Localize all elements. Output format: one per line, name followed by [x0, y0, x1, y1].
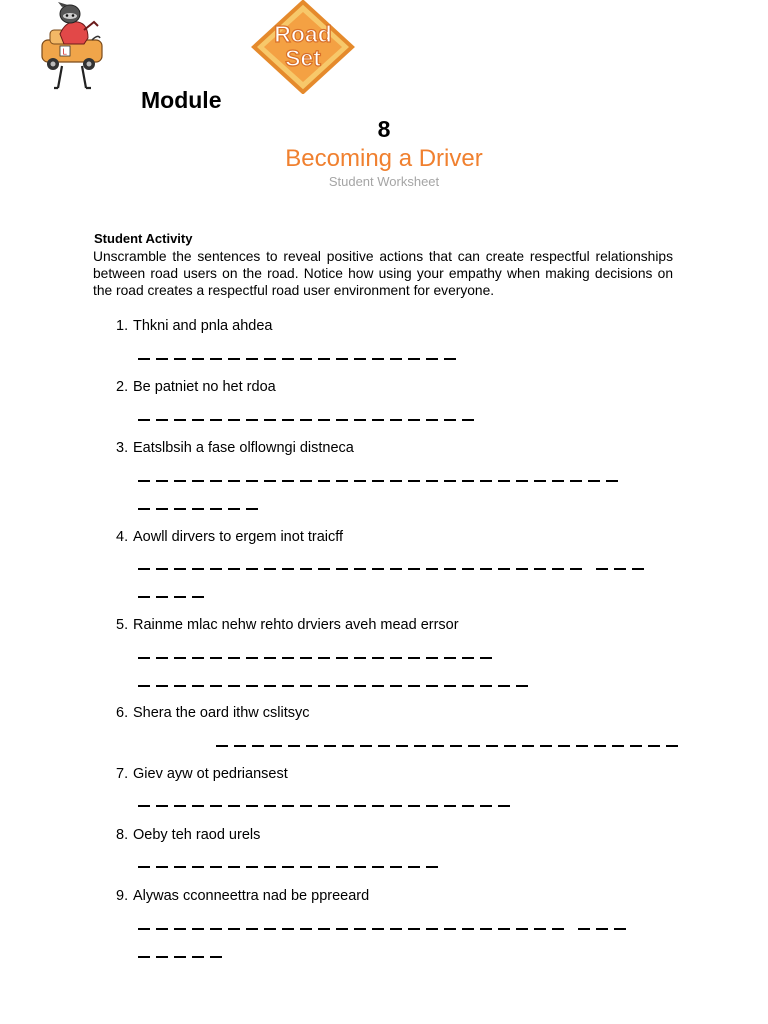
letter-blank: [318, 928, 330, 930]
letter-blank: [462, 657, 474, 659]
letter-blank: [596, 928, 608, 930]
letter-blank: [498, 685, 510, 687]
letter-blank: [264, 805, 276, 807]
letter-blank: [614, 568, 626, 570]
letter-blank: [426, 480, 438, 482]
letter-blank: [282, 805, 294, 807]
letter-blank: [138, 480, 150, 482]
letter-blank: [408, 685, 420, 687]
question-item: [116, 827, 260, 843]
letter-blank: [426, 568, 438, 570]
letter-blank: [336, 685, 348, 687]
letter-blank: [282, 928, 294, 930]
letter-blank: [516, 685, 528, 687]
letter-blank: [246, 928, 258, 930]
letter-blank: [480, 657, 492, 659]
letter-blank: [372, 419, 384, 421]
scrambled-sentence: Rainme mlac nehw rehto drviers aveh mead errsor: [133, 617, 459, 633]
letter-blank: [210, 805, 222, 807]
letter-blank: [210, 928, 222, 930]
letter-blank: [210, 685, 222, 687]
letter-blank: [336, 928, 348, 930]
letter-blank: [372, 358, 384, 360]
question-item: [116, 318, 272, 334]
letter-blank: [552, 480, 564, 482]
letter-blank: [174, 508, 186, 510]
letter-blank: [614, 928, 626, 930]
letter-blank: [408, 866, 420, 868]
letter-blank: [228, 568, 240, 570]
letter-blank: [372, 568, 384, 570]
scrambled-sentence: Alywas cconneettra nad be ppreeard: [133, 888, 370, 904]
letter-blank: [540, 745, 552, 747]
letter-blank: [480, 480, 492, 482]
letter-blank: [596, 568, 608, 570]
letter-blank: [396, 745, 408, 747]
question-number: 9.: [116, 888, 129, 904]
letter-blank: [156, 657, 168, 659]
letter-blank: [318, 805, 330, 807]
letter-blank: [372, 480, 384, 482]
letter-blank: [138, 568, 150, 570]
letter-blank: [318, 657, 330, 659]
letter-blank: [468, 745, 480, 747]
letter-blank: [138, 657, 150, 659]
letter-blank: [210, 657, 222, 659]
letter-blank: [300, 685, 312, 687]
letter-blank: [372, 928, 384, 930]
question-item: [116, 705, 310, 721]
letter-blank: [336, 657, 348, 659]
letter-blank: [534, 928, 546, 930]
svg-text:Set: Set: [285, 45, 321, 71]
letter-blank: [192, 866, 204, 868]
letter-blank: [282, 866, 294, 868]
module-label: Module: [141, 87, 222, 113]
letter-blank: [246, 568, 258, 570]
letter-blank: [300, 805, 312, 807]
letter-blank: [408, 419, 420, 421]
question-number: 7.: [116, 766, 129, 782]
letter-blank: [264, 568, 276, 570]
letter-blank: [516, 928, 528, 930]
letter-blank: [282, 657, 294, 659]
question-number: 5.: [116, 617, 129, 633]
letter-blank: [228, 480, 240, 482]
letter-blank: [354, 568, 366, 570]
letter-blank: [390, 657, 402, 659]
letter-blank: [444, 568, 456, 570]
letter-blank: [462, 480, 474, 482]
letter-blank: [228, 928, 240, 930]
letter-blank: [390, 568, 402, 570]
letter-blank: [174, 685, 186, 687]
letter-blank: [318, 866, 330, 868]
letter-blank: [372, 866, 384, 868]
letter-blank: [246, 480, 258, 482]
scrambled-sentence: Be patniet no het rdoa: [133, 379, 276, 395]
letter-blank: [570, 568, 582, 570]
letter-blank: [408, 358, 420, 360]
letter-blank: [390, 480, 402, 482]
letter-blank: [156, 956, 168, 958]
letter-blank: [174, 805, 186, 807]
letter-blank: [210, 419, 222, 421]
letter-blank: [318, 685, 330, 687]
question-item: [116, 888, 369, 904]
letter-blank: [354, 866, 366, 868]
letter-blank: [246, 805, 258, 807]
letter-blank: [318, 480, 330, 482]
letter-blank: [264, 928, 276, 930]
letter-blank: [606, 480, 618, 482]
letter-blank: [426, 358, 438, 360]
letter-blank: [342, 745, 354, 747]
letter-blank: [216, 745, 228, 747]
letter-blank: [270, 745, 282, 747]
letter-blank: [534, 568, 546, 570]
letter-blank: [354, 805, 366, 807]
letter-blank: [318, 568, 330, 570]
letter-blank: [552, 928, 564, 930]
letter-blank: [336, 419, 348, 421]
letter-blank: [444, 805, 456, 807]
letter-blank: [156, 685, 168, 687]
letter-blank: [210, 956, 222, 958]
scrambled-sentence: Giev ayw ot pedriansest: [133, 766, 288, 782]
letter-blank: [228, 358, 240, 360]
letter-blank: [480, 805, 492, 807]
letter-blank: [480, 928, 492, 930]
letter-blank: [336, 568, 348, 570]
letter-blank: [138, 685, 150, 687]
letter-blank: [192, 805, 204, 807]
letter-blank: [300, 657, 312, 659]
question-item: [116, 440, 354, 456]
letter-blank: [246, 685, 258, 687]
letter-blank: [138, 596, 150, 598]
letter-blank: [354, 480, 366, 482]
letter-blank: [234, 745, 246, 747]
letter-blank: [336, 866, 348, 868]
letter-blank: [282, 419, 294, 421]
letter-blank: [228, 866, 240, 868]
letter-blank: [318, 419, 330, 421]
letter-blank: [228, 419, 240, 421]
letter-blank: [246, 419, 258, 421]
letter-blank: [462, 419, 474, 421]
letter-blank: [282, 568, 294, 570]
letter-blank: [282, 480, 294, 482]
letter-blank: [138, 358, 150, 360]
scrambled-sentence: Eatslbsih a fase olflowngi distneca: [133, 440, 354, 456]
letter-blank: [390, 685, 402, 687]
letter-blank: [462, 568, 474, 570]
letter-blank: [578, 928, 590, 930]
letter-blank: [336, 358, 348, 360]
letter-blank: [408, 805, 420, 807]
letter-blank: [252, 745, 264, 747]
letter-blank: [504, 745, 516, 747]
letter-blank: [576, 745, 588, 747]
letter-blank: [450, 745, 462, 747]
letter-blank: [156, 419, 168, 421]
letter-blank: [426, 419, 438, 421]
letter-blank: [138, 419, 150, 421]
question-number: 8.: [116, 827, 129, 843]
letter-blank: [444, 480, 456, 482]
letter-blank: [264, 480, 276, 482]
letter-blank: [480, 568, 492, 570]
question-number: 4.: [116, 529, 129, 545]
letter-blank: [632, 568, 644, 570]
letter-blank: [666, 745, 678, 747]
letter-blank: [210, 358, 222, 360]
question-item: [116, 617, 459, 633]
letter-blank: [174, 928, 186, 930]
letter-blank: [156, 928, 168, 930]
question-number: 6.: [116, 705, 129, 721]
letter-blank: [210, 508, 222, 510]
letter-blank: [288, 745, 300, 747]
letter-blank: [192, 596, 204, 598]
letter-blank: [336, 805, 348, 807]
letter-blank: [300, 568, 312, 570]
scrambled-sentence: Thkni and pnla ahdea: [133, 318, 273, 334]
letter-blank: [156, 596, 168, 598]
learner-driver-mascot-illustration: [38, 0, 110, 92]
letter-blank: [174, 568, 186, 570]
letter-blank: [192, 685, 204, 687]
letter-blank: [426, 685, 438, 687]
letter-blank: [444, 657, 456, 659]
letter-blank: [414, 745, 426, 747]
letter-blank: [354, 419, 366, 421]
letter-blank: [558, 745, 570, 747]
letter-blank: [264, 657, 276, 659]
letter-blank: [462, 805, 474, 807]
letter-blank: [246, 866, 258, 868]
letter-blank: [264, 685, 276, 687]
letter-blank: [192, 568, 204, 570]
letter-blank: [570, 480, 582, 482]
letter-blank: [174, 866, 186, 868]
letter-blank: [300, 358, 312, 360]
svg-text:Road: Road: [274, 21, 332, 47]
letter-blank: [228, 508, 240, 510]
letter-blank: [408, 480, 420, 482]
letter-blank: [318, 358, 330, 360]
letter-blank: [282, 358, 294, 360]
letter-blank: [324, 745, 336, 747]
letter-blank: [156, 866, 168, 868]
letter-blank: [648, 745, 660, 747]
letter-blank: [192, 508, 204, 510]
letter-blank: [174, 358, 186, 360]
letter-blank: [156, 358, 168, 360]
module-number: 8: [377, 116, 391, 142]
letter-blank: [210, 480, 222, 482]
roadset-logo: [250, 0, 356, 94]
letter-blank: [426, 805, 438, 807]
letter-blank: [372, 657, 384, 659]
letter-blank: [630, 745, 642, 747]
letter-blank: [282, 685, 294, 687]
letter-blank: [498, 928, 510, 930]
letter-blank: [408, 657, 420, 659]
letter-blank: [408, 568, 420, 570]
letter-blank: [174, 419, 186, 421]
letter-blank: [174, 596, 186, 598]
letter-blank: [156, 805, 168, 807]
letter-blank: [138, 956, 150, 958]
scrambled-sentence: Oeby teh raod urels: [133, 827, 261, 843]
letter-blank: [156, 568, 168, 570]
letter-blank: [156, 508, 168, 510]
letter-blank: [192, 419, 204, 421]
letter-blank: [390, 928, 402, 930]
letter-blank: [228, 685, 240, 687]
letter-blank: [486, 745, 498, 747]
letter-blank: [390, 805, 402, 807]
question-item: [116, 529, 343, 545]
letter-blank: [246, 358, 258, 360]
question-item: [116, 766, 288, 782]
activity-heading: Student Activity: [94, 231, 193, 246]
letter-blank: [174, 657, 186, 659]
letter-blank: [264, 419, 276, 421]
letter-blank: [264, 358, 276, 360]
letter-blank: [354, 657, 366, 659]
letter-blank: [444, 358, 456, 360]
letter-blank: [228, 657, 240, 659]
letter-blank: [444, 419, 456, 421]
letter-blank: [246, 508, 258, 510]
letter-blank: [174, 956, 186, 958]
letter-blank: [354, 928, 366, 930]
letter-blank: [426, 657, 438, 659]
letter-blank: [522, 745, 534, 747]
letter-blank: [390, 419, 402, 421]
letter-blank: [360, 745, 372, 747]
letter-blank: [300, 928, 312, 930]
letter-blank: [612, 745, 624, 747]
letter-blank: [300, 480, 312, 482]
svg-text:L: L: [62, 47, 67, 57]
letter-blank: [390, 358, 402, 360]
letter-blank: [444, 928, 456, 930]
letter-blank: [264, 866, 276, 868]
letter-blank: [498, 480, 510, 482]
question-item: [116, 379, 276, 395]
page-title: Becoming a Driver: [285, 145, 483, 172]
letter-blank: [462, 685, 474, 687]
letter-blank: [372, 805, 384, 807]
letter-blank: [210, 866, 222, 868]
letter-blank: [462, 928, 474, 930]
letter-blank: [354, 685, 366, 687]
letter-blank: [426, 866, 438, 868]
letter-blank: [432, 745, 444, 747]
letter-blank: [192, 358, 204, 360]
letter-blank: [174, 480, 186, 482]
letter-blank: [516, 568, 528, 570]
page-subtitle: Student Worksheet: [328, 174, 440, 189]
letter-blank: [210, 568, 222, 570]
letter-blank: [408, 928, 420, 930]
question-number: 2.: [116, 379, 129, 395]
letter-blank: [192, 657, 204, 659]
scrambled-sentence: Shera the oard ithw cslitsyc: [133, 705, 310, 721]
letter-blank: [246, 657, 258, 659]
letter-blank: [138, 508, 150, 510]
letter-blank: [588, 480, 600, 482]
scrambled-sentence: Aowll dirvers to ergem inot traicff: [133, 529, 344, 545]
letter-blank: [156, 480, 168, 482]
letter-blank: [426, 928, 438, 930]
letter-blank: [336, 480, 348, 482]
letter-blank: [306, 745, 318, 747]
letter-blank: [552, 568, 564, 570]
letter-blank: [138, 928, 150, 930]
letter-blank: [372, 685, 384, 687]
letter-blank: [444, 685, 456, 687]
letter-blank: [192, 956, 204, 958]
letter-blank: [378, 745, 390, 747]
letter-blank: [354, 358, 366, 360]
letter-blank: [192, 480, 204, 482]
question-number: 1.: [116, 318, 129, 334]
activity-instructions: Unscramble the sentences to reveal positive actions that can create respectful relationships between road users on the road. Notice how using your empathy when making decisions on the road creates a respectful road user environment for everyone.: [93, 249, 673, 298]
question-number: 3.: [116, 440, 129, 456]
letter-blank: [594, 745, 606, 747]
letter-blank: [300, 866, 312, 868]
letter-blank: [138, 805, 150, 807]
letter-blank: [228, 805, 240, 807]
letter-blank: [300, 419, 312, 421]
letter-blank: [516, 480, 528, 482]
letter-blank: [480, 685, 492, 687]
letter-blank: [534, 480, 546, 482]
letter-blank: [498, 805, 510, 807]
letter-blank: [138, 866, 150, 868]
letter-blank: [390, 866, 402, 868]
letter-blank: [498, 568, 510, 570]
letter-blank: [192, 928, 204, 930]
